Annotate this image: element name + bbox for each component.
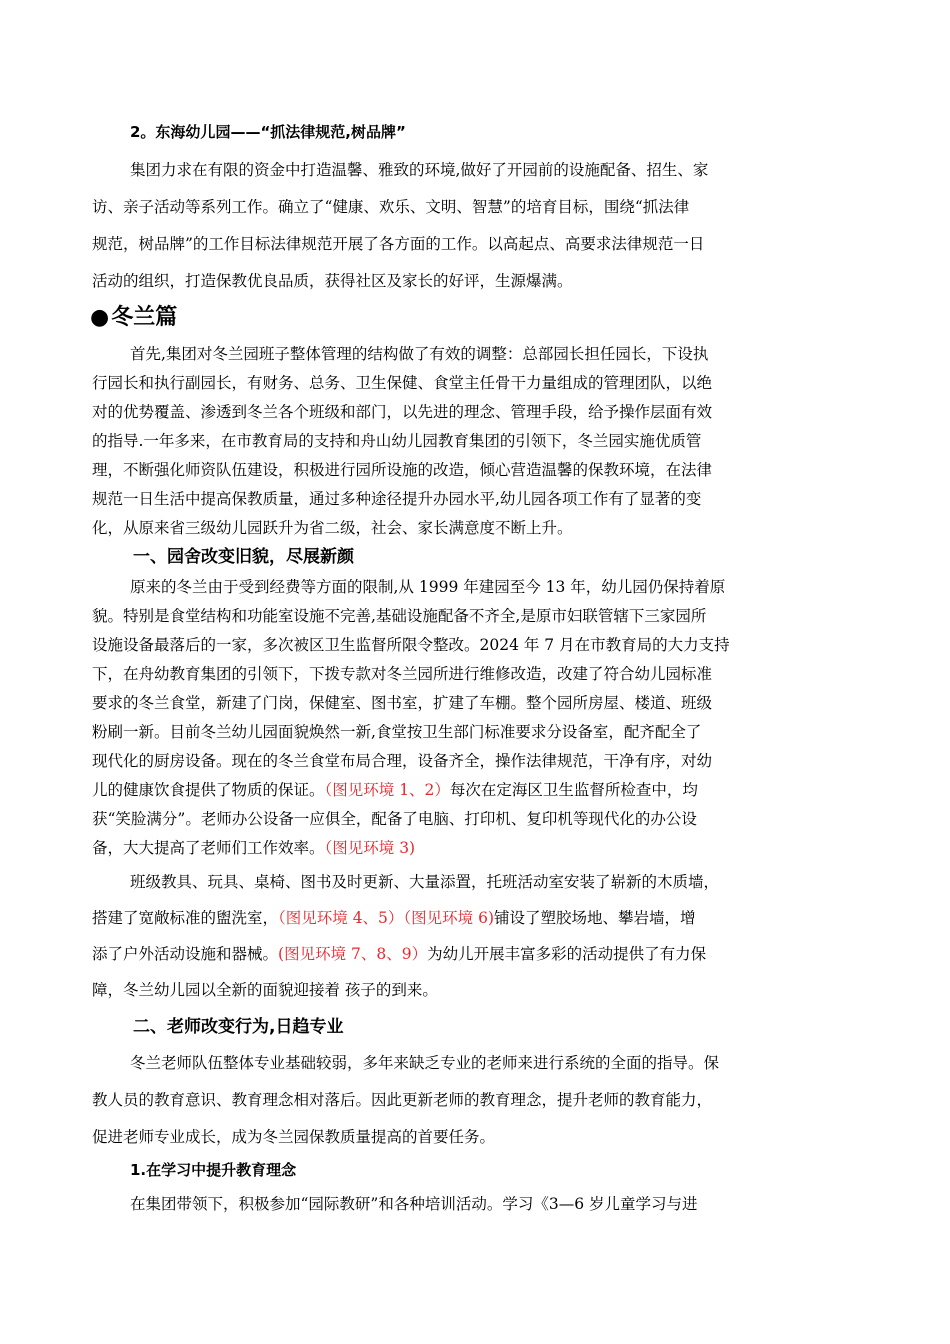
section-heading	[90, 303, 177, 333]
text-line	[92, 907, 696, 929]
figure-reference: (图见环境 7、8、9）	[278, 945, 428, 963]
part-heading-2: 二、老师改变行为,日趋专业	[133, 1017, 344, 1037]
text-line: 理，不断强化师资队伍建设，积极进行园所设施的改造，倾心营造温馨的保教环境，在法律	[92, 461, 713, 479]
heading-donghai: 2。东海幼儿园——“抓法律规范,树品牌”	[130, 123, 406, 141]
text-run: 搭建了宽敞标准的盥洗室，	[92, 909, 279, 927]
text-line: 粉刷一新。目前冬兰幼儿园面貌焕然一新,食堂按卫生部门标准要求分设备室，配齐配全了	[92, 723, 702, 741]
part-heading-1: 一、园舍改变旧貌，尽展新颜	[133, 547, 354, 567]
section-title: 冬兰篇	[111, 305, 178, 330]
text-run: 铺设了塑胶场地、攀岩墙，增	[494, 909, 696, 927]
text-line: 教人员的教育意识、教育理念相对落后。因此更新老师的教育理念，提升老师的教育能力，	[92, 1091, 713, 1109]
text-run: 备，大大提高了老师们工作效率。	[92, 839, 325, 857]
text-run: 儿的健康饮食提供了物质的保证。	[92, 781, 325, 799]
text-line: 规范一日生活中提高保教质量，通过多种途径提升办园水平,幼儿园各项工作有了显著的变	[92, 490, 702, 508]
text-line: 访、亲子活动等系列工作。确立了“健康、欢乐、文明、智慧”的培育目标，围绕“抓法律	[92, 198, 690, 216]
bullet-icon: ●	[90, 305, 110, 330]
text-line: 在集团带领下，积极参加“园际教研”和各种培训活动。学习《3—6 岁儿童学习与进	[130, 1195, 698, 1213]
figure-reference: （图见环境 3)	[324, 839, 416, 857]
text-line: 首先,集团对冬兰园班子整体管理的结构做了有效的调整：总部园长担任园长，下设执	[130, 345, 709, 363]
text-line: 规范，树品牌”的工作目标法律规范开展了各方面的工作。以高起点、高要求法律规范一日	[92, 235, 705, 253]
text-run: 为幼儿开展丰富多彩的活动提供了有力保	[427, 945, 707, 963]
text-line	[92, 779, 698, 801]
text-line: 障，冬兰幼儿园以全新的面貌迎接着 孩子的到来。	[92, 981, 438, 999]
text-line: 集团力求在有限的资金中打造温馨、雅致的环境,做好了开园前的设施配备、招生、家	[130, 161, 709, 179]
text-line: 行园长和执行副园长，有财务、总务、卫生保健、食堂主任骨干力量组成的管理团队，以绝	[92, 374, 713, 392]
text-line: 设施设备最落后的一家，多次被区卫生监督所限令整改。2024 年 7 月在市教育局的大力支持	[92, 636, 730, 654]
text-line: 冬兰老师队伍整体专业基础较弱，多年来缺乏专业的老师来进行系统的全面的指导。保	[130, 1054, 720, 1072]
text-run: 每次在定海区卫生监督所检查中，均	[449, 781, 698, 799]
text-line	[92, 837, 415, 859]
sub-heading-1: 1.在学习中提升教育理念	[130, 1161, 297, 1179]
text-line: 化，从原来省三级幼儿园跃升为省二级，社会、家长满意度不断上升。	[92, 519, 573, 537]
text-line: 的指导.一年多来，在市教育局的支持和舟山幼儿园教育集团的引领下，冬兰园实施优质管	[92, 432, 702, 450]
text-line: 现代化的厨房设备。现在的冬兰食堂布局合理，设备齐全，操作法律规范，干净有序，对幼	[92, 752, 713, 770]
text-line: 班级教具、玩具、桌椅、图书及时更新、大量添置，托班活动室安装了崭新的木质墙，	[130, 873, 720, 891]
text-line: 对的优势覆盖、渗透到冬兰各个班级和部门，以先进的理念、管理手段，给予操作层面有效	[92, 403, 713, 421]
figure-reference: （图见环境 4、5）（图见环境 6)	[278, 909, 495, 927]
text-line: 原来的冬兰由于受到经费等方面的限制,从 1999 年建园至今 13 年，幼儿园仍保持着原	[130, 578, 726, 596]
text-line	[92, 943, 706, 965]
text-line: 下，在舟幼教育集团的引领下，下拨专款对冬兰园所进行维修改造，改建了符合幼儿园标准	[92, 665, 713, 683]
text-line: 活动的组织，打造保教优良品质，获得社区及家长的好评，生源爆满。	[92, 272, 573, 290]
text-line: 貌。特别是食堂结构和功能室设施不完善,基础设施配备不齐全,是原市妇联管辖下三家园所	[92, 607, 707, 625]
text-line: 促进老师专业成长，成为冬兰园保教质量提高的首要任务。	[92, 1128, 496, 1146]
text-line: 获“笑脸满分”。老师办公设备一应俱全，配备了电脑、打印机、复印机等现代化的办公设	[92, 810, 697, 828]
text-run: 添了户外活动设施和器械。	[92, 945, 279, 963]
figure-reference: （图见环境 1、2）	[324, 781, 450, 799]
text-line: 要求的冬兰食堂，新建了门岗，保健室、图书室，扩建了车棚。整个园所房屋、楼道、班级	[92, 694, 713, 712]
